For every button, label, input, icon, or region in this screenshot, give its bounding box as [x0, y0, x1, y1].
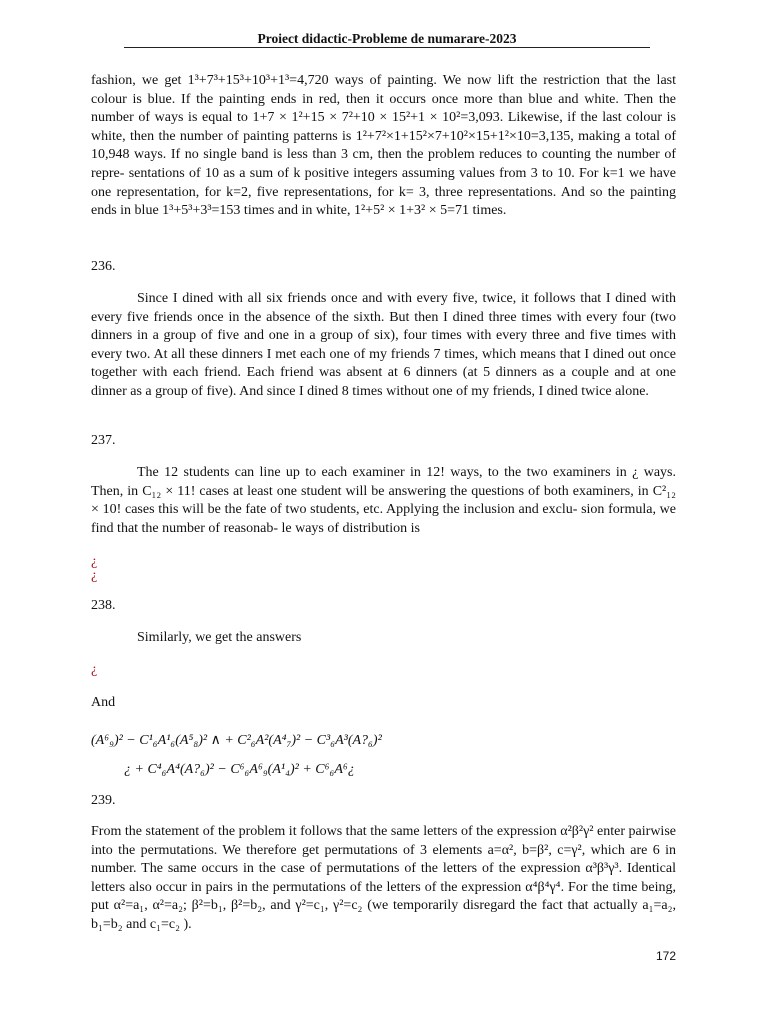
page-number: 172	[655, 949, 676, 963]
section-number-236: 236.	[91, 259, 116, 274]
section-number-239: 239.	[91, 793, 116, 808]
paragraph-237: The 12 students can line up to each examiner in 12! ways, to the two examiners in ¿ ways. Then, in C₁₂ × 11! cases at least one student will be answering the questions of both examiners, in C²₁₂ × 10! cases this will be the fate of two students, etc. Applying the inclusion and exclu- sion formula, we find that the number of reasonab- le ways of distribution is	[91, 465, 676, 536]
and-label: And	[91, 695, 116, 710]
unrendered-formula-mark: ¿	[91, 554, 98, 569]
header-rule	[124, 47, 650, 48]
paragraph-239: From the statement of the problem it follows that the same letters of the expression α²β²γ² enter pairwise into the permutations. We therefore get permutations of 3 elements a=α², b=β², c=γ², which are 6 in number. The same occurs in the case of permutations of the letters of the expression α³β³γ³. Identical letters also occur in pairs in the permutations of the letters of the expression α⁴β⁴γ⁴. For the time being, put α²=a₁, α²=a₂; β²=b₁, β²=b₂, and γ²=c₁, γ²=c₂ (we temporarily disregard the fact that actually a₁=a₂, b₁=b₂ and c₁=c₂ ).	[91, 824, 676, 932]
formula-line-1: (A⁶₉)² − C¹₆A¹₆(A⁵₈)² ∧ + C²₆A²(A⁴₇)² − C³₆A³(A?₆)²	[91, 733, 382, 748]
unrendered-formula-mark: ¿	[91, 662, 98, 677]
unrendered-formula-mark: ¿	[91, 568, 98, 583]
paragraph-236: Since I dined with all six friends once and with every five, twice, it follows that I dined with every five friends once in the absence of the sixth. But then I dined three times with every four (two dinners in a group of five and one in a group of six), four times with every three and five times with every two. At all these dinners I met each one of my friends 7 times, which means that I dined out once together with each friend. Each friend was absent at 6 dinners (at 5 dinners as a couple and at one dinner as a group of five). And since I dined 8 times without one of my friends, I dined twice alone.	[91, 291, 676, 399]
paragraph-continuation: fashion, we get 1³+7³+15³+10³+1³=4,720 ways of painting. We now lift the restriction that the last colour is blue. If the painting ends in red, then it occurs once more than blue and white. Then the number of ways is equal to 1+7 × 1²+15 × 7²+10 × 15²+1 × 10²=3,093. Likewise, if the last colour is white, then the number of painting patterns is 1²+7²×1+15²×7+10²×15+1²×10=3,135, making a total of 10,948 ways. If no single band is less than 3 cm, then the problem reduces to counting the number of repre- sentations of 10 as a sum of k positive integers assuming values from 3 to 10. For k=1 we have one representation, for k=2, five representations, for k= 3, three representations. And so the painting ends in blue 1³+5³+3³=153 times and in white, 1²+5² × 1+3² × 5=71 times.	[91, 73, 676, 219]
section-number-237: 237.	[91, 433, 116, 448]
section-number-238: 238.	[91, 598, 116, 613]
paragraph-238: Similarly, we get the answers	[137, 630, 302, 645]
formula-line-2: ¿ + C⁴₆A⁴(A?₆)² − C⁶₆A⁶₉(A¹₄)² + C⁶₆A⁶¿	[124, 762, 355, 777]
running-header: Proiect didactic-Probleme de numarare-2023	[257, 31, 517, 46]
